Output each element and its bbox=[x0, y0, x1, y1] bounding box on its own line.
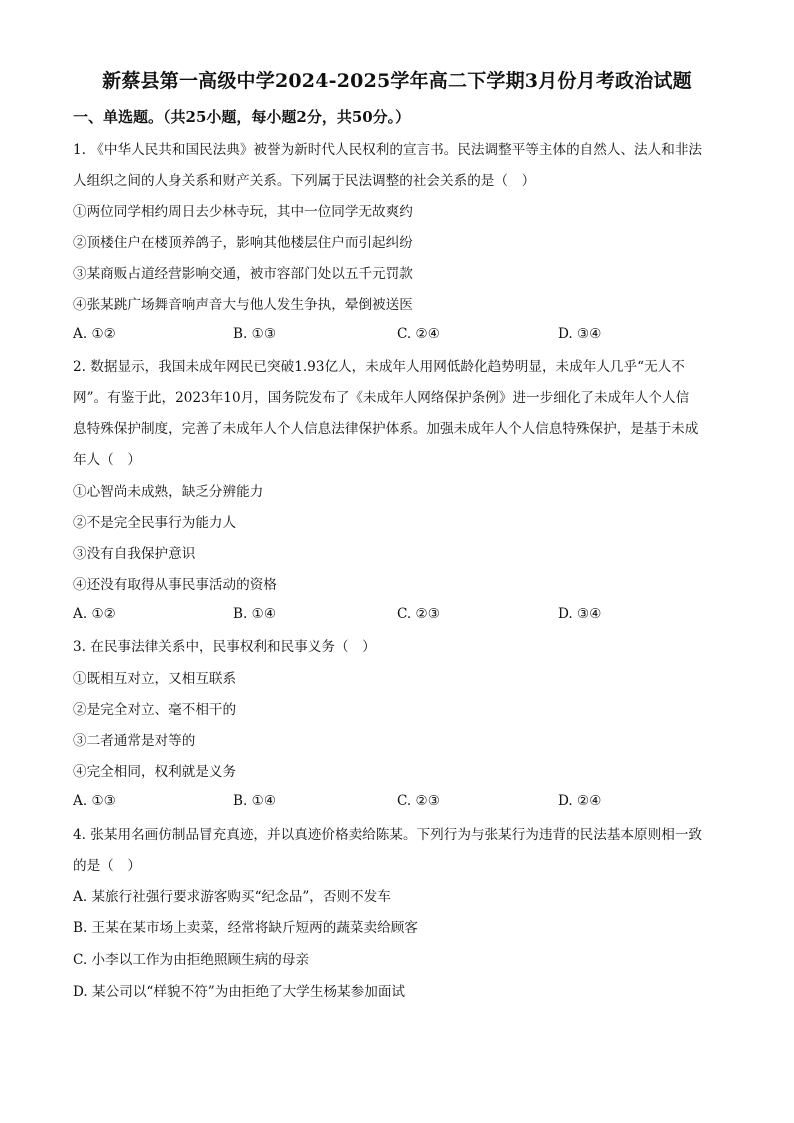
q1-stem-line: 人组织之间的人身关系和财产关系。下列属于民法调整的社会关系的是（ ） bbox=[73, 173, 536, 189]
page-title: 新蔡县第一高级中学2024-2025学年高二下学期3月份月考政治试题 bbox=[102, 70, 692, 92]
q3-statement: ①既相互对立，又相互联系 bbox=[73, 671, 237, 687]
q1-option-b[interactable]: B. ①③ bbox=[233, 326, 277, 342]
q2-statement: ②不是完全民事行为能力人 bbox=[73, 515, 237, 531]
q3-statement: ④完全相同，权利就是义务 bbox=[73, 764, 237, 780]
q2-options bbox=[73, 606, 723, 626]
q2-option-c[interactable]: C. ②③ bbox=[397, 606, 440, 622]
q4-stem-line: 4. 张某用名画仿制品冒充真迹，并以真迹价格卖给陈某。下列行为与张某行为违背的民法基本原则相一致 bbox=[73, 827, 703, 843]
q2-option-a[interactable]: A. ①② bbox=[73, 606, 116, 622]
q2-stem-line: 网”。有鉴于此，2023年10月，国务院发布了《未成年人网络保护条例》进一步细化了未成年人个人信 bbox=[73, 390, 690, 406]
q4-option-c[interactable]: C. 小李以工作为由拒绝照顾生病的母亲 bbox=[73, 952, 310, 968]
q3-stem-line: 3. 在民事法律关系中，民事权利和民事义务（ ） bbox=[73, 639, 376, 655]
q2-option-d[interactable]: D. ③④ bbox=[558, 606, 602, 622]
q4-stem-line: 的是（ ） bbox=[73, 858, 141, 874]
q1-options bbox=[73, 326, 723, 346]
q2-statement: ④还没有取得从事民事活动的资格 bbox=[73, 577, 277, 593]
q1-statement: ④张某跳广场舞音响声音大与他人发生争执，晕倒被送医 bbox=[73, 297, 413, 313]
q2-option-b[interactable]: B. ①④ bbox=[233, 606, 277, 622]
q3-statement: ③二者通常是对等的 bbox=[73, 733, 196, 749]
q3-option-a[interactable]: A. ①③ bbox=[73, 793, 116, 809]
q3-option-d[interactable]: D. ②④ bbox=[558, 793, 602, 809]
q3-statement: ②是完全对立、毫不相干的 bbox=[73, 702, 237, 718]
section-header: 一、单选题。（共25小题，每小题2分，共50分。） bbox=[73, 108, 411, 126]
q3-option-c[interactable]: C. ②③ bbox=[397, 793, 440, 809]
q4-option-d[interactable]: D. 某公司以“样貌不符”为由拒绝了大学生杨某参加面试 bbox=[73, 984, 406, 1000]
q3-options bbox=[73, 793, 723, 813]
q1-stem-line: 1. 《中华人民共和国民法典》被誉为新时代人民权利的宣言书。民法调整平等主体的自然人、法人和非法 bbox=[73, 142, 703, 158]
q4-option-b[interactable]: B. 王某在某市场上卖菜，经常将缺斤短两的蔬菜卖给顾客 bbox=[73, 920, 418, 936]
q2-statement: ①心智尚未成熟，缺乏分辨能力 bbox=[73, 484, 264, 500]
q2-stem-line: 息特殊保护制度，完善了未成年人个人信息法律保护体系。加强未成年人个人信息特殊保护，是基于未成 bbox=[73, 421, 699, 437]
q1-statement: ②顶楼住户在楼顶养鸽子，影响其他楼层住户而引起纠纷 bbox=[73, 235, 413, 251]
q3-option-b[interactable]: B. ①④ bbox=[233, 793, 277, 809]
q1-statement: ①两位同学相约周日去少林寺玩，其中一位同学无故爽约 bbox=[73, 204, 413, 220]
q1-statement: ③某商贩占道经营影响交通，被市容部门处以五千元罚款 bbox=[73, 266, 413, 282]
q2-stem-line: 2. 数据显示，我国未成年网民已突破1.93亿人，未成年人用网低龄化趋势明显，未成年人几乎“无人不 bbox=[73, 359, 685, 375]
q1-option-d[interactable]: D. ③④ bbox=[558, 326, 602, 342]
q1-option-a[interactable]: A. ①② bbox=[73, 326, 116, 342]
q2-statement: ③没有自我保护意识 bbox=[73, 546, 196, 562]
q2-stem-line: 年人（ ） bbox=[73, 452, 141, 468]
q1-option-c[interactable]: C. ②④ bbox=[397, 326, 440, 342]
q4-option-a[interactable]: A. 某旅行社强行要求游客购买“纪念品”，否则不发车 bbox=[73, 889, 391, 905]
